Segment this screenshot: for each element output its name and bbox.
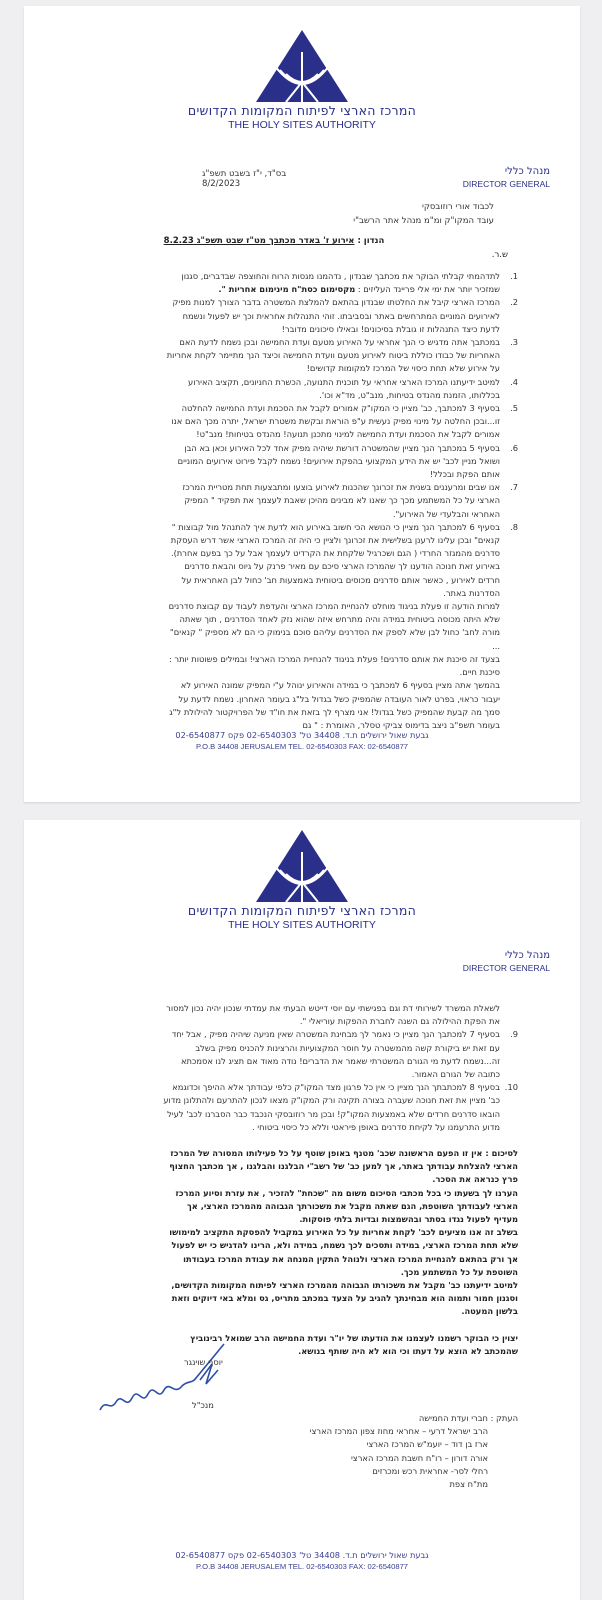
summary-paragraph: בשלב זה אנו מציעים לכב' לקחת אחריות על כל האירוע במקביל להפסקת התקציב למימושו שלא תחת המרכז הארצי, במידה ותסכים לכך נשמח, במידה ולא, הרינו להדגיש כי יש לפעול אך ורק בהתאם להנחיית המרכז הארצי ולנוהל התקין המנחה את עבודת המרכז בעבודתו השוטפת על כל המשתמע מכך. bbox=[169, 1227, 518, 1277]
director-general-heading bbox=[463, 950, 550, 973]
org-name-hebrew: המרכז הארצי לפיתוח המקומות הקדושים bbox=[187, 103, 417, 118]
paragraph: לשאלת המשרד לשירותי דת וגם בפגישתי עם יוסי דייטש הבעתי את עמדתי שנכון יהיה נכון למסור את הפקת ההילולה גם השנה לחברת ההפקות עוריאלי ". bbox=[166, 1003, 500, 1027]
letter-body-page-2 bbox=[163, 1002, 518, 1358]
numbered-item: 6. בסעיף 5 במכתבך הנך מציין שהמשטרה דורשת שיהיה מפיק אחד לכל האירוע וכאן בא הבן ושואל מניין לכב' יש את הידע המקצועי בהפקת אירועים! נשמח לקבל פירוט אירועים המוניים אותם הפקת ובכלל! bbox=[177, 442, 518, 480]
summary-paragraph: הערנו לך בשעתו כי בכל מכתבי הסיכום משום מה "שכחת" להזכיר , את עזרת וסיוע המרכז הארצי לעבודתך השוטפת, הגם שאתה מקבל את משכורתך הגבוהה מהמרכז הארצי, אך מעדיף לפעול נגדו בסתר ובהשמצות ובדיות בלתי פוסקות. bbox=[175, 1187, 518, 1225]
numbered-item: 9. בסעיף 7 למכתבך הנך מציין כי נאמר לך מבחינת המשטרה שאין מניעה שיהיה מפיק , אבל יחד עם זאת יש ביקורת קשה מהמשטרה על חוסר המקצועיות והרצינות להכניס מפיק בשלב זה...נשמח לדעת מי הגורם המשטרתי שאמר את הדברים! נודה מאוד אם תציג לנו אסמכתא כתובה של הגורם האמור. bbox=[171, 1029, 518, 1080]
director-general-heading bbox=[463, 166, 550, 189]
cc-item: מת"ח צפת bbox=[449, 1479, 488, 1490]
numbered-item: 2. המרכז הארצי קיבל את החלטתו שבנדון בהתאם להמלצת המשטרה בדבר הצורך למנות מפיק לאירועים המוניים המתרחשים באתר ובסביבתו. זוהי התנהלות אחראית וכך יש לפעול ונשמח לדעת כיצד התנהלות זו גובלת בסיכונים! ובאילו סיכונים מדובר! bbox=[172, 297, 518, 334]
triangle-menorah-logo-icon bbox=[256, 30, 348, 102]
signatory-title: מנכ"ל bbox=[192, 1400, 214, 1410]
numbered-item: 5. בסעיף 3 למכתבך, כב' מציין כי המקו"ק אמורים לקבל את הסכמת ועדת החמישה להחלטה זו...ובכן החלטה על מינוי מפיק נעשית ע"פ הוראת ובקשת משטרת ישראל, יתרה מכך האם אנו אמורים לקבל את הסכמת ועדת החמישה למינוי מתכנן תנועה! מהנדס בטיחות! מנב"ט! bbox=[171, 403, 518, 440]
numbered-item: 8. בסעיף 6 למכתבך הנך מציין כי הנושא הכי חשוב באירוע הוא לדעת איך להתנהל מול קבוצות " קנאים" ובכן עלינו לרענן בשלישית את זכרונך ולציין כי היה זה המרכז הארצי אשר דרש העסקת סדרנים מהמגזר החרדי ( הגם ושכרגיל שלקחת את הקרדיט לעצמך אבל על כך בפעם אחרת). bbox=[170, 521, 518, 559]
title-hebrew: מנהל כללי bbox=[504, 166, 550, 177]
title-hebrew: מנהל כללי bbox=[504, 950, 550, 961]
title-english: DIRECTOR GENERAL bbox=[462, 963, 550, 973]
letter-page-2 bbox=[24, 820, 580, 1600]
note-paragraph: יצוין כי הבוקר רשמנו לעצמנו את הודעתו של יו"ר ועדת החמישה הרב שמואל רבינוביץ שהמכתב לא הוצא על דעתו וכי הוא לא היה שותף בנושא. bbox=[190, 1332, 518, 1356]
recipient-line-1: לכבוד אורי רוזובסקי bbox=[421, 202, 494, 212]
paragraph: בהמשך אתה מציין בסעיף 6 למכתבך כי במידה והאירוע ינוהל ע"י המפיק שמונה האירוע לא יעבור כראוי, בפרט לאור העובדה שהמפיק כשל בגדול בל"ג בעומר האחרון. נשמח לדעת על סמך מה קבעת שהמפיק כשל בגדול! אני מצרף לך בזאת את חו"ד של הפרויקטור להילולת ל"ג בעומר תשפ"ב ניצב בדימוס צביקי טסלר, האומרת : " גם bbox=[169, 680, 500, 730]
footer-address-hebrew: גבעת שאול ירושלים ת.ד. 34408 טל' 02-6540303 פקס 02-6540877 bbox=[175, 730, 429, 740]
numbered-item: 4. למיטב ידיעתנו המרכז הארצי אחראי על תוכנית התנועה, הכשרת החניונים, תקציב האירוע בכללותו, הזמנת מהנדס בטיחות, מנב"ט, מד"א וכו'. bbox=[188, 376, 518, 400]
cc-list bbox=[310, 1412, 518, 1491]
org-logo-block bbox=[24, 830, 580, 931]
salutation: ש.ר. bbox=[491, 250, 508, 260]
gregorian-date: 8/2/2023 bbox=[202, 179, 241, 189]
cc-item: רחלי לסר- אחראית רכש ומכרזים bbox=[372, 1465, 488, 1476]
numbered-item: 3. במכתבך אתה מדגיש כי הנך אחראי על האירוע מטעם ועדת החמישה ובכן נשמח לדעת האם האחריות של כבודו כוללת ביטוח לאירוע מטעם וועדת החמישה וכיצד הנך מתיימר לקחת אחריות על אירוע שלא תחת כיסוי של המרכז למקומות קדושים! bbox=[166, 337, 518, 374]
handwritten-signature-icon bbox=[96, 1340, 236, 1420]
numbered-item: 10. בסעיף 8 למכתבתך הנך מציין כי אין כל פרגון מצד המקו"ק כלפי עבודתך אלא ההיפך וכדוגמא כב' מציין את זאת חנוכה שעברה בצורה תקינה ורק המקו"ק מצאו לנכון להתרעם ולהתלונן מדוע הובאו סדרנים חרדים שלא באמצעות המקו"ק! ובכן מר רוזובסקי הנכבד כבר הסברנו לכב' לעיל מדוע התרעמנו על לקיחת סדרנים באופן פיראטי וללא כל כיסוי ביטוחי . bbox=[163, 1082, 518, 1132]
recipient-line-2: עובד המקו"ק ומ"מ מנהל אתר הרשב"י bbox=[353, 216, 494, 226]
numbered-item: 7. אנו שבים ומרעננים בשנית את זכרונך שהכנות לאירוע בוצעו ומתבצעות תחת מטריית המרכז הארצי על כל המשתמע מכך כך שאנו לא מבינים מהיכן שאבת לעצמך את תפקיד " המפיק האחראי והבלעדי של האירוע". bbox=[182, 482, 518, 519]
subject-text: אירוע ז' באדר מכתבך מט"ז שבט תשפ"ג 8.2.23 bbox=[163, 236, 355, 246]
org-name-hebrew: המרכז הארצי לפיתוח המקומות הקדושים bbox=[187, 903, 417, 918]
cc-item: ארז בן דוד – יועמ"ש המרכז הארצי bbox=[366, 1439, 488, 1450]
subject-label: הנדון : bbox=[354, 236, 385, 246]
hebrew-date: בס"ד, י"ז בשבט תשפ"ג bbox=[202, 169, 287, 179]
letterhead-footer bbox=[24, 730, 580, 751]
footer-address-english: P.O.B 34408 JERUSALEM TEL. 02-6540303 FAX: 02-6540877 bbox=[195, 1562, 409, 1571]
signatory-name: יוסף שוינגר bbox=[184, 1357, 223, 1367]
recipient-block bbox=[353, 200, 494, 228]
footer-address-hebrew: גבעת שאול ירושלים ת.ד. 34408 טל' 02-6540303 פקס 02-6540877 bbox=[175, 1550, 429, 1560]
letter-page-1 bbox=[24, 6, 580, 802]
triangle-menorah-logo-icon bbox=[256, 830, 348, 902]
numbered-item: 1. לתדהמתי קבלתי הבוקר את מכתבך שבנדון , נדהמנו מגסות הרוח והחוצפה שבדברים, סגנון שמזכיר יותר את ימי אלי פריינד העליזים : מקסימום כסת"ח מינימום אחריות ". bbox=[181, 271, 518, 295]
cc-item: הרב ישראל דרעי – אחראי מחוז צפון המרכז הארצי bbox=[309, 1426, 488, 1437]
summary-paragraph: לסיכום : אין זו הפעם הראשונה שכב' מטנף באופן שוטף על כל פעילותו המסורה של המרכז הארצי להצלחת עבודתך באתר, אך למען כב' של רשב"י הבלגנו והבלגנו , אך מכתבך החצוף פרץ כנראה את הסכר. bbox=[169, 1148, 518, 1185]
subject-line bbox=[24, 236, 524, 246]
org-name-english: THE HOLY SITES AUTHORITY bbox=[228, 919, 376, 931]
letter-date bbox=[202, 169, 286, 189]
paragraph: למרות הודעה זו פעלת בניגוד מוחלט להנחיית המרכז הארצי והעדפת לעבוד עם קבוצת סדרנים שלא היתה מכוסה ביטוחית במידה והיה מתרחש איזה שהוא נזק לאחד הסדרנים , תוך שאתה מורה לחב' כחול לבן שלא לספק את הסדרנים עליהם סוכם בנימוק כי הם לא מספיק " קנאים" ... bbox=[168, 601, 500, 651]
cc-item: אורה דורון – רו"ח חשבת המרכז הארצי bbox=[350, 1452, 488, 1463]
letter-body-page-1 bbox=[163, 270, 518, 732]
org-logo-block bbox=[24, 30, 580, 131]
cc-first: חברי ועדת החמישה bbox=[418, 1413, 488, 1423]
paragraph: בצעד זה סיכנת את אותם סדרנים! פעלת בניגוד להנחיית המרכז הארצי! ובמילים פשוטות יותר : סיכנת חיים. bbox=[168, 653, 500, 678]
title-english: DIRECTOR GENERAL bbox=[462, 179, 550, 189]
letterhead-footer bbox=[24, 1550, 580, 1571]
org-name-english: THE HOLY SITES AUTHORITY bbox=[228, 119, 376, 131]
footer-address-english: P.O.B 34408 JERUSALEM TEL. 02-6540303 FAX: 02-6540877 bbox=[195, 742, 409, 751]
cc-label: העתק : bbox=[487, 1413, 518, 1423]
signature-block bbox=[96, 1340, 236, 1424]
paragraph: באירוע זאת חנוכה הודענו לך שהמרכז הארצי סיכם עם מאיר פרנק על גיוס והבאת סדרנים חרדים לאירוע , כאשר אותם סדרנים מכוסים ביטוחית באמצעות חב' כחול לבן האחראית על הסדרנות באתר. bbox=[181, 561, 500, 598]
summary-paragraph: למיטב ידיעתנו כב' מקבל את משכורתו הגבוהה מהמרכז הארצי לפיתוח המקומות הקדושים, וסגנון חמור ותמוה הוא מבחינתך להגיב על הצעד במכתב מתריס, גס ומלא באי דיוקים וזאת בלשון המעטה. bbox=[171, 1280, 518, 1317]
